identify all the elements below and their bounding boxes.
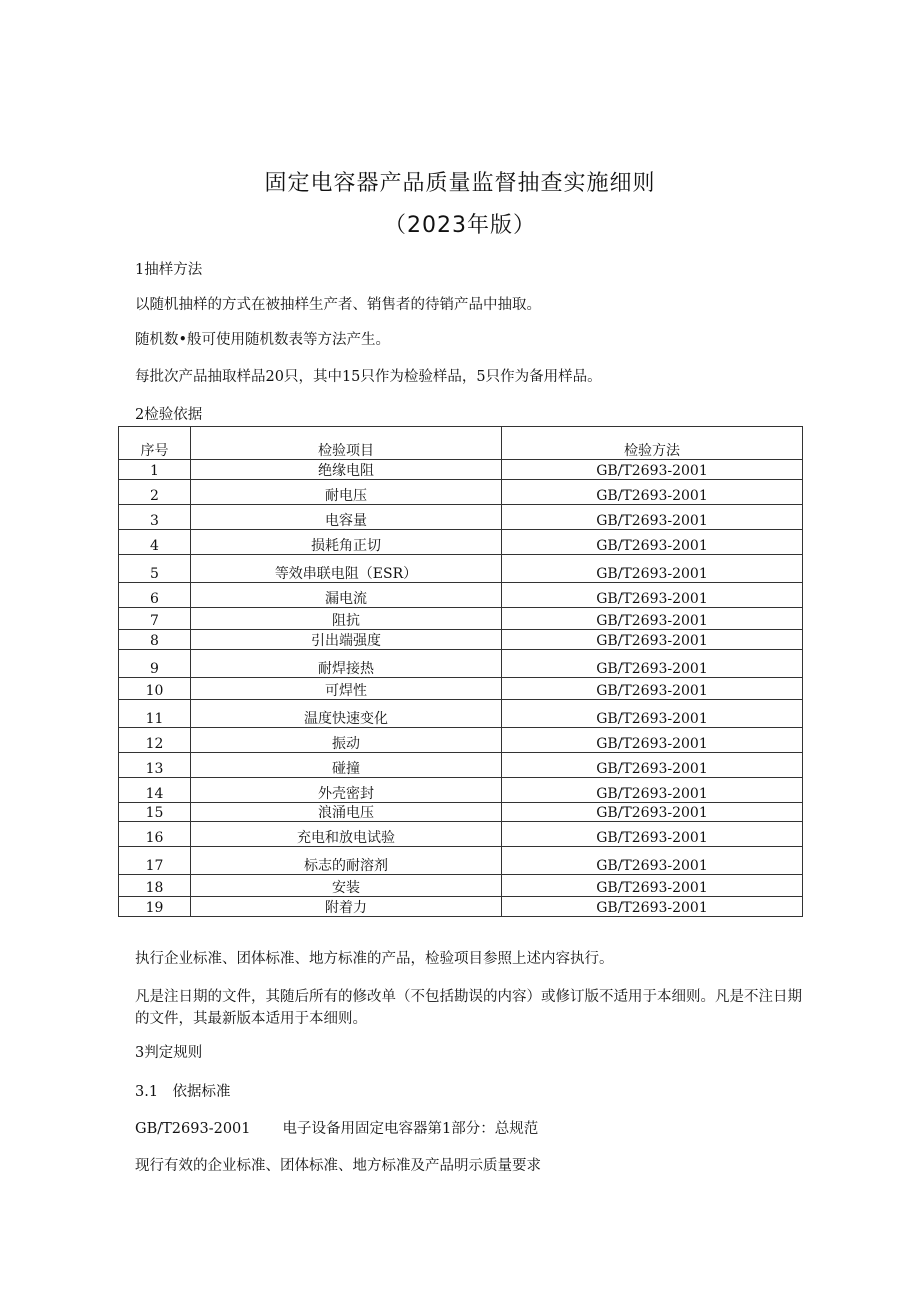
cell-method: GB/T2693-2001: [502, 678, 803, 700]
closing-paragraph: 现行有效的企业标准、团体标准、地方标准及产品明示质量要求: [135, 1158, 541, 1174]
cell-method: GB/T2693-2001: [502, 700, 803, 728]
cell-item: 碰撞: [191, 753, 502, 778]
header-seq: 序号: [119, 427, 191, 460]
table-row: [119, 897, 803, 917]
table-row: [119, 505, 803, 530]
table-row: [119, 753, 803, 778]
cell-seq: 3: [119, 505, 191, 530]
sampling-paragraph: 每批次产品抽取样品20只，其中15只作为检验样品，5只作为备用样品。: [135, 369, 602, 385]
document-subtitle: （2023年版）: [384, 213, 536, 238]
table-row: [119, 847, 803, 875]
table-row: [119, 530, 803, 555]
cell-item: 附着力: [191, 897, 502, 917]
inspection-table: [118, 426, 803, 917]
table-row: [119, 822, 803, 847]
cell-item: 标志的耐溶剂: [191, 847, 502, 875]
cell-method: GB/T2693-2001: [502, 480, 803, 505]
cell-seq: 16: [119, 822, 191, 847]
cell-seq: 4: [119, 530, 191, 555]
table-row: [119, 630, 803, 650]
table-row: [119, 583, 803, 608]
basis-paragraph: 凡是注日期的文件，其随后所有的修改单（不包括勘误的内容）或修订版不适用于本细则。凡是不注日期的文件，其最新版本适用于本细则。: [135, 989, 802, 1027]
table-row: [119, 608, 803, 630]
cell-item: 等效串联电阻（ESR）: [191, 555, 502, 583]
cell-seq: 18: [119, 875, 191, 897]
cell-item: 损耗角正切: [191, 530, 502, 555]
cell-method: GB/T2693-2001: [502, 583, 803, 608]
cell-method: GB/T2693-2001: [502, 608, 803, 630]
standard-code: GB/T2693-2001: [135, 1121, 251, 1137]
document-title: 固定电容器产品质量监督抽查实施细则: [264, 171, 656, 196]
table-row: [119, 678, 803, 700]
cell-method: GB/T2693-2001: [502, 630, 803, 650]
cell-seq: 1: [119, 460, 191, 480]
cell-item: 可焊性: [191, 678, 502, 700]
cell-seq: 10: [119, 678, 191, 700]
cell-seq: 9: [119, 650, 191, 678]
table-row: [119, 700, 803, 728]
cell-item: 安装: [191, 875, 502, 897]
cell-seq: 15: [119, 803, 191, 822]
cell-method: GB/T2693-2001: [502, 460, 803, 480]
cell-item: 漏电流: [191, 583, 502, 608]
table-body: [119, 460, 803, 917]
cell-seq: 2: [119, 480, 191, 505]
table-header-row: [119, 427, 803, 460]
table-row: [119, 460, 803, 480]
cell-item: 充电和放电试验: [191, 822, 502, 847]
cell-method: GB/T2693-2001: [502, 555, 803, 583]
table-row: [119, 778, 803, 803]
cell-method: GB/T2693-2001: [502, 778, 803, 803]
table-row: [119, 803, 803, 822]
cell-seq: 8: [119, 630, 191, 650]
cell-method: GB/T2693-2001: [502, 650, 803, 678]
cell-method: GB/T2693-2001: [502, 753, 803, 778]
cell-item: 耐焊接热: [191, 650, 502, 678]
cell-seq: 5: [119, 555, 191, 583]
cell-seq: 6: [119, 583, 191, 608]
standard-reference: [135, 1118, 805, 1140]
cell-seq: 11: [119, 700, 191, 728]
cell-method: GB/T2693-2001: [502, 847, 803, 875]
section-heading-basis: 2检验依据: [135, 407, 203, 423]
cell-method: GB/T2693-2001: [502, 875, 803, 897]
section-heading-judgement: 3判定规则: [135, 1045, 203, 1061]
basis-paragraph: 执行企业标准、团体标准、地方标准的产品，检验项目参照上述内容执行。: [135, 951, 614, 967]
cell-seq: 19: [119, 897, 191, 917]
table-row: [119, 875, 803, 897]
cell-item: 阻抗: [191, 608, 502, 630]
cell-item: 温度快速变化: [191, 700, 502, 728]
header-item: 检验项目: [191, 427, 502, 460]
cell-seq: 7: [119, 608, 191, 630]
sampling-paragraph: 以随机抽样的方式在被抽样生产者、销售者的待销产品中抽取。: [135, 297, 541, 313]
table-row: [119, 728, 803, 753]
cell-item: 振动: [191, 728, 502, 753]
cell-item: 电容量: [191, 505, 502, 530]
cell-method: GB/T2693-2001: [502, 822, 803, 847]
cell-item: 浪涌电压: [191, 803, 502, 822]
cell-method: GB/T2693-2001: [502, 530, 803, 555]
header-method: 检验方法: [502, 427, 803, 460]
cell-method: GB/T2693-2001: [502, 728, 803, 753]
table-row: [119, 555, 803, 583]
cell-method: GB/T2693-2001: [502, 897, 803, 917]
standard-name: 电子设备用固定电容器第1部分：总规范: [282, 1121, 539, 1137]
cell-seq: 12: [119, 728, 191, 753]
table-row: [119, 480, 803, 505]
cell-item: 耐电压: [191, 480, 502, 505]
cell-method: GB/T2693-2001: [502, 803, 803, 822]
sampling-paragraph: 随机数•般可使用随机数表等方法产生。: [135, 332, 391, 348]
cell-item: 外壳密封: [191, 778, 502, 803]
cell-method: GB/T2693-2001: [502, 505, 803, 530]
cell-item: 绝缘电阻: [191, 460, 502, 480]
cell-item: 引出端强度: [191, 630, 502, 650]
section-heading-sampling: 1抽样方法: [135, 262, 203, 278]
cell-seq: 17: [119, 847, 191, 875]
table-row: [119, 650, 803, 678]
cell-seq: 13: [119, 753, 191, 778]
subsection-heading: 3.1 依据标准: [135, 1084, 231, 1100]
cell-seq: 14: [119, 778, 191, 803]
